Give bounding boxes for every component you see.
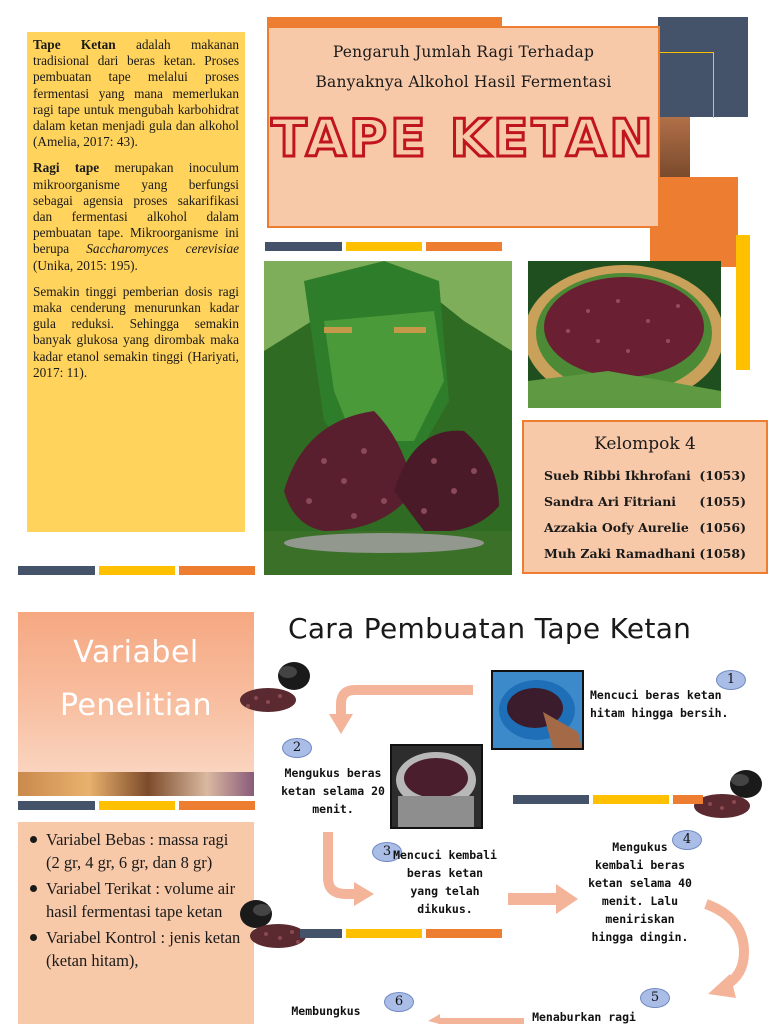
divider-stripe-orange [179,566,255,575]
member-name: Azzakia Oofy Aurelie [544,520,689,535]
steaming-rice-photo [390,744,483,829]
member-id: (1058) [699,546,746,561]
variabel-heading-line-2: Penelitian [59,688,213,723]
team-member [524,489,766,515]
washing-rice-photo [491,670,584,750]
member-name: Sueb Ribbi Ikhrofani [544,468,691,483]
decor-photo-strip [18,772,254,796]
citation-unika: (Unika, 2015: 195). [33,257,138,273]
intro-paragraph-ragi [33,160,239,273]
tape-ketan-photo [264,261,512,575]
term-tape-ketan: Tape Ketan [33,37,116,52]
flow-arrow-icon [696,898,756,1004]
flow-arrow-icon [508,882,580,916]
rice-pot-icon [236,898,316,956]
decor-orange-bar [267,17,502,26]
member-id: (1053) [699,468,746,483]
divider-stripe-yellow [99,801,175,810]
variabel-list [28,828,246,972]
decor-photo-strip [660,117,690,177]
step-5-text: Menaburkan ragi [532,1010,636,1024]
team-card [522,420,768,574]
divider-stripe-yellow [346,242,422,251]
step-2-text: Mengukus beras ketan selama 20 menit. [281,766,385,816]
process-title: Cara Pembuatan Tape Ketan [288,612,692,645]
step-1-text: Mencuci beras ketan hitam hingga bersih. [590,688,729,720]
divider-stripe-orange [673,795,703,804]
divider-stripe-orange [426,929,502,938]
step-number-badge: 1 [716,670,746,690]
black-rice-photo [528,261,721,408]
flow-arrow-icon [428,1012,524,1024]
variabel-heading-line-1: Variabel [73,635,199,670]
divider-stripe-yellow [99,566,175,575]
divider-stripe-yellow [593,795,669,804]
step-4-text: Mengukus kembali beras ketan selama 40 menit. Lalu meniriskan hingga dingin. [588,840,692,944]
decor-yellow-bar [736,235,750,370]
main-title: TAPE KETAN [271,109,656,169]
list-item: Variabel Terikat : volume air hasil fermentasi tape ketan [28,877,246,923]
variabel-heading-card [18,612,254,772]
intro-paragraph-tape-ketan [33,37,239,150]
divider-stripe-navy [300,929,342,938]
term-ragi-tape: Ragi tape [33,160,100,176]
title-line-2: Banyaknya Alkohol Hasil Fermentasi [315,73,612,91]
team-member [524,541,766,567]
divider-stripe-orange [179,801,255,810]
member-name: Muh Zaki Ramadhani [544,546,696,561]
list-item: Variabel Bebas : massa ragi (2 gr, 4 gr, 6 gr, dan 8 gr) [28,828,246,874]
divider-stripe-yellow [346,929,422,938]
team-member [524,515,766,541]
species-name: Saccharomyces cerevisiae [86,241,239,257]
intro-paragraph-dosis: Semakin tinggi pemberian dosis ragi maka cenderung menurunkan kadar gula reduksi. Sehingga semakin banyak glukosa yang dirombak maka kadar etanol semakin tinggi (Hariyati, 2017: 11). [33,283,239,380]
divider-stripe-navy [18,801,95,810]
step-number-badge: 4 [672,830,702,850]
team-member [524,463,766,489]
step-number-badge: 3 [372,842,402,862]
flow-arrow-icon [325,684,475,736]
step-6-text: Membungkus [291,1004,361,1018]
variabel-list-box [18,822,254,1024]
flow-arrow-icon [316,832,376,912]
rice-pot-icon [236,660,316,720]
step-number-badge: 2 [282,738,312,758]
title-card [267,26,660,228]
divider-stripe-navy [513,795,589,804]
team-heading: Kelompok 4 [594,434,696,454]
divider-stripe-orange [426,242,502,251]
definition-tape-ketan: adalah makanan tradisional dari beras ketan. Proses pembuatan tape melalui proses fermentasi yang mana memerlukan ragi tape untuk mengubah karbohidrat dalam ketan menjadi gula dan alkohol (Amelia, 2017: 43). [33,37,239,150]
step-3-text: Mencuci kembali beras ketan yang telah dikukus. [393,848,497,916]
member-id: (1056) [699,520,746,535]
definition-ragi-tape: merupakan inoculum mikroorganisme yang berfungsi sebagai agensia proses sakarifikasi dan fermentasi alkohol dalam pembuatan tape. Mikroorganisme ini berupa [33,160,239,257]
decor-orange-block [650,177,738,267]
intro-text-box [27,32,245,532]
step-number-badge: 6 [384,992,414,1012]
divider-stripe-navy [18,566,95,575]
step-number-badge: 5 [640,988,670,1008]
title-line-1: Pengaruh Jumlah Ragi Terhadap [332,43,595,61]
divider-stripe-navy [265,242,342,251]
member-name: Sandra Ari Fitriani [544,494,677,509]
list-item: Variabel Kontrol : jenis ketan (ketan hitam), [28,926,246,972]
member-id: (1055) [699,494,746,509]
